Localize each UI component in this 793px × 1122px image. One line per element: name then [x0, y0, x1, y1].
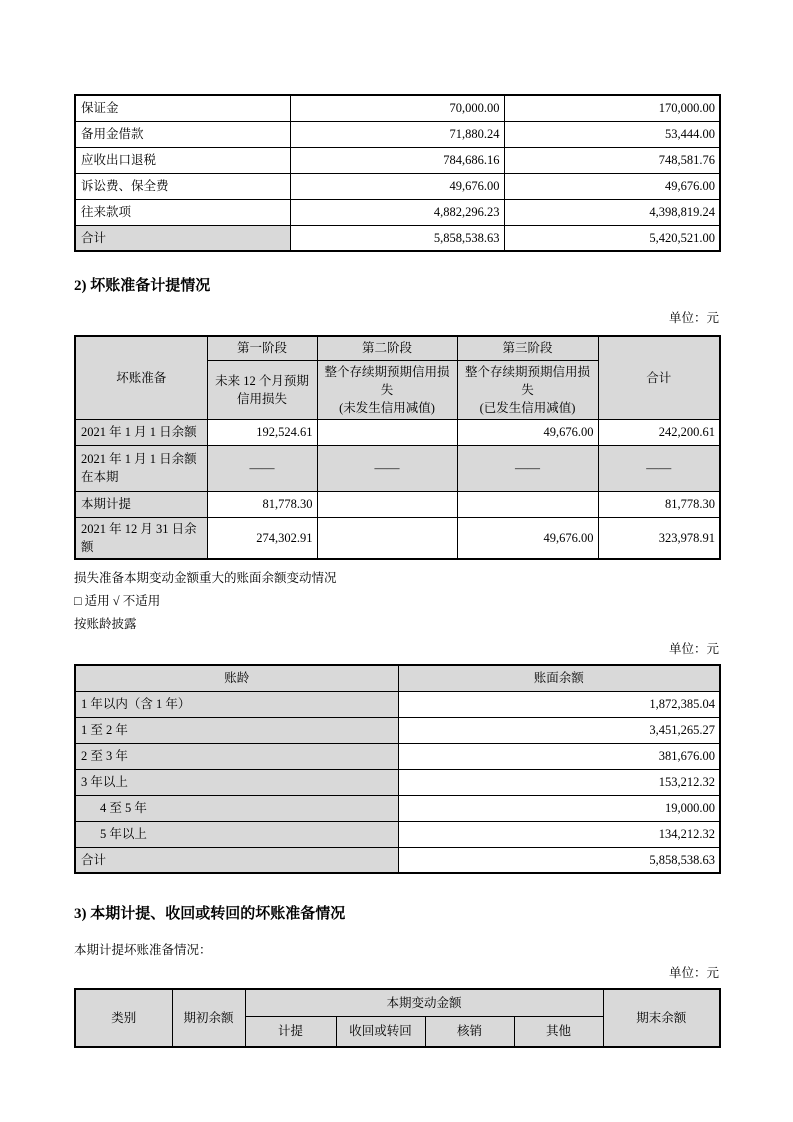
stage2-subheader-text: 整个存续期预期信用损失: [324, 364, 450, 397]
age-label-cell: 4 至 5 年: [75, 795, 398, 821]
current-amount-cell: 4,882,296.23: [290, 199, 504, 225]
table-row: [75, 795, 720, 821]
balance-value-cell: 3,451,265.27: [398, 717, 720, 743]
prior-total-cell: 5,420,521.00: [504, 225, 720, 251]
corner-header-cell: 坏账准备: [75, 336, 207, 419]
row-label-cell: 备用金借款: [75, 121, 290, 147]
age-label-cell: 1 年以内（含 1 年）: [75, 691, 398, 717]
row-label-cell: 本期计提: [75, 491, 207, 517]
row-label-cell: 2021 年 1 月 1 日余额在本期: [75, 445, 207, 491]
stage3-header-cell: 第三阶段: [457, 336, 598, 360]
table-row: [75, 691, 720, 717]
current-amount-cell: 70,000.00: [290, 95, 504, 121]
balance-value-cell: 19,000.00: [398, 795, 720, 821]
aging-disclosure-table: [74, 664, 721, 874]
stage3-subheader-note: (已发生信用减值): [479, 400, 576, 415]
carryover-balance-table: [74, 94, 721, 252]
row-label-cell: 往来款项: [75, 199, 290, 225]
stage3-value-cell: [457, 491, 598, 517]
table-row: [75, 419, 720, 445]
table-row: [75, 491, 720, 517]
row-label-cell: 保证金: [75, 95, 290, 121]
current-amount-cell: 49,676.00: [290, 173, 504, 199]
balance-value-cell: 134,212.32: [398, 821, 720, 847]
balance-value-cell: 381,676.00: [398, 743, 720, 769]
bad-debt-provision-stage-table: [74, 335, 721, 560]
stage3-subheader-cell: [457, 360, 598, 419]
age-label-cell: 3 年以上: [75, 769, 398, 795]
stage2-value-cell: ——: [317, 445, 457, 491]
table-row: [75, 95, 720, 121]
table-row: [75, 147, 720, 173]
balance-value-cell: 1,872,385.04: [398, 691, 720, 717]
balance-header-cell: 账面余额: [398, 665, 720, 691]
stage2-subheader-cell: [317, 360, 457, 419]
current-amount-cell: 71,880.24: [290, 121, 504, 147]
other-subheader-cell: 其他: [514, 1016, 603, 1047]
stage1-subheader-cell: 未来 12 个月预期信用损失: [207, 360, 317, 419]
table-row: [75, 717, 720, 743]
table-row: [75, 517, 720, 559]
unit-label: 单位：元: [668, 311, 719, 325]
table-row: [75, 821, 720, 847]
table-row: [75, 121, 720, 147]
section-3-heading: 3) 本期计提、收回或转回的坏账准备情况: [74, 906, 346, 923]
stage2-subheader-note: (未发生信用减值): [339, 400, 435, 415]
total-header-cell: 合计: [598, 336, 720, 419]
provision-change-table: [74, 988, 721, 1048]
table-row: [75, 199, 720, 225]
total-value-cell: 323,978.91: [598, 517, 720, 559]
total-value-cell: 242,200.61: [598, 419, 720, 445]
material-change-note: 损失准备本期变动金额重大的账面余额变动情况: [74, 571, 337, 586]
table-row: [75, 173, 720, 199]
table-row: [75, 769, 720, 795]
writeoff-subheader-cell: 核销: [425, 1016, 514, 1047]
age-label-cell: 5 年以上: [75, 821, 398, 847]
prior-amount-cell: 170,000.00: [504, 95, 720, 121]
total-value-cell: ——: [598, 445, 720, 491]
age-header-cell: 账龄: [75, 665, 398, 691]
stage3-value-cell: 49,676.00: [457, 419, 598, 445]
total-value-cell: 81,778.30: [598, 491, 720, 517]
prior-amount-cell: 53,444.00: [504, 121, 720, 147]
section-2-heading: 2) 坏账准备计提情况: [74, 278, 211, 294]
stage1-header-cell: 第一阶段: [207, 336, 317, 360]
current-total-cell: 5,858,538.63: [290, 225, 504, 251]
current-amount-cell: 784,686.16: [290, 147, 504, 173]
stage3-value-cell: 49,676.00: [457, 517, 598, 559]
stage1-value-cell: ——: [207, 445, 317, 491]
row-label-cell: 诉讼费、保全费: [75, 173, 290, 199]
age-label-cell: 1 至 2 年: [75, 717, 398, 743]
provision-note: 本期计提坏账准备情况：: [74, 943, 212, 958]
unit-label: 单位：元: [668, 642, 719, 657]
stage1-value-cell: 81,778.30: [207, 491, 317, 517]
age-label-cell: 2 至 3 年: [75, 743, 398, 769]
total-label-cell: 合计: [75, 225, 290, 251]
table-row: [75, 743, 720, 769]
row-label-cell: 应收出口退税: [75, 147, 290, 173]
applicability-line: □ 适用 √ 不适用: [74, 594, 161, 609]
aging-disclosure-note: 按账龄披露: [74, 617, 137, 632]
stage2-value-cell: [317, 419, 457, 445]
header-row: [75, 665, 720, 691]
stage1-value-cell: 192,524.61: [207, 419, 317, 445]
accrual-subheader-cell: 计提: [245, 1016, 336, 1047]
opening-balance-header-cell: 期初余额: [172, 989, 245, 1047]
total-value-cell: 5,858,538.63: [398, 847, 720, 873]
row-label-cell: 2021 年 1 月 1 日余额: [75, 419, 207, 445]
stage2-header-cell: 第二阶段: [317, 336, 457, 360]
recover-subheader-cell: 收回或转回: [336, 1016, 425, 1047]
prior-amount-cell: 748,581.76: [504, 147, 720, 173]
stage1-value-cell: 274,302.91: [207, 517, 317, 559]
closing-balance-header-cell: 期末余额: [603, 989, 720, 1047]
stage3-subheader-text: 整个存续期预期信用损失: [464, 364, 590, 397]
unit-label: 单位：元: [668, 966, 719, 981]
header-row-stages: [75, 336, 720, 360]
row-label-cell: 2021 年 12 月 31 日余额: [75, 517, 207, 559]
balance-value-cell: 153,212.32: [398, 769, 720, 795]
stage2-value-cell: [317, 491, 457, 517]
total-row: [75, 847, 720, 873]
prior-amount-cell: 49,676.00: [504, 173, 720, 199]
total-label-cell: 合计: [75, 847, 398, 873]
stage3-value-cell: ——: [457, 445, 598, 491]
stage2-value-cell: [317, 517, 457, 559]
table-row: [75, 445, 720, 491]
header-row-groups: [75, 989, 720, 1016]
period-change-group-header-cell: 本期变动金额: [245, 989, 603, 1016]
prior-amount-cell: 4,398,819.24: [504, 199, 720, 225]
category-header-cell: 类别: [75, 989, 172, 1047]
total-row: [75, 225, 720, 251]
